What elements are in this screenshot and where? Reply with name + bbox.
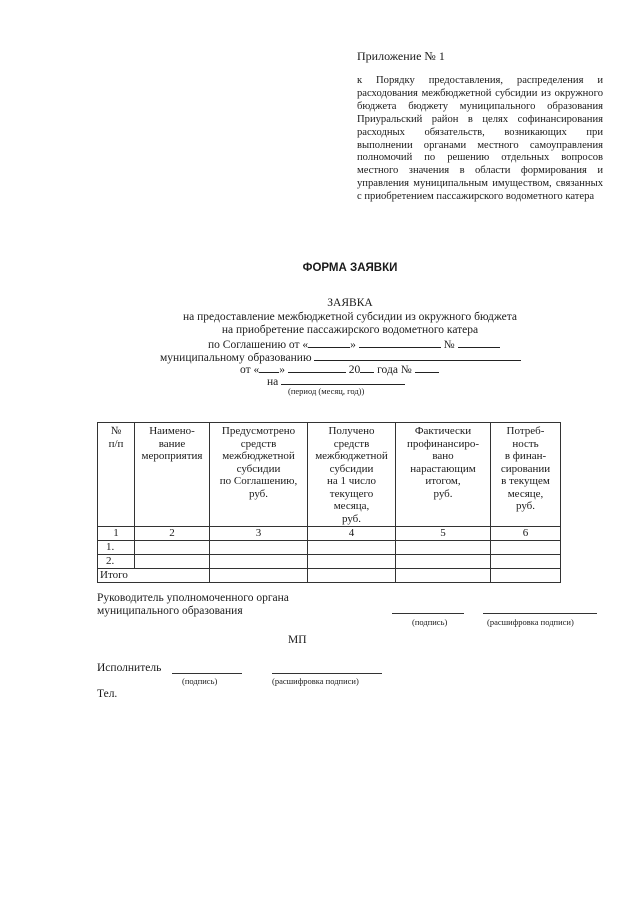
table-cell[interactable] <box>308 541 396 555</box>
head-line1: Руководитель уполномоченного органа <box>97 592 289 604</box>
column-header: Получено средств межбюджетной субсидии на 1 число текущего месяца, руб. <box>308 423 396 527</box>
column-header: № п/п <box>98 423 135 527</box>
total-label: Итого <box>98 569 210 583</box>
column-number: 4 <box>308 527 396 541</box>
head-decoding-caption: (расшифровка подписи) <box>487 617 574 627</box>
head-line2: муниципального образования <box>97 605 243 617</box>
column-header: Предусмотрено средств межбюджетной субсидии по Соглашению, руб. <box>210 423 308 527</box>
table-cell[interactable] <box>135 555 210 569</box>
column-number: 2 <box>135 527 210 541</box>
period-caption: (период (месяц, год)) <box>288 386 365 396</box>
date-prefix: от « <box>240 364 260 376</box>
agreement-number-field[interactable] <box>458 336 500 348</box>
agreement-prefix: по Соглашению от « <box>208 339 309 351</box>
head-decoding-field[interactable] <box>483 613 597 614</box>
executor-decoding-field[interactable] <box>272 673 382 674</box>
agreement-mid: » <box>350 339 356 351</box>
column-number: 6 <box>491 527 561 541</box>
executor-signature-caption: (подпись) <box>182 676 218 686</box>
year-field[interactable] <box>360 361 374 373</box>
municipality-field[interactable] <box>314 349 521 361</box>
phone-label: Тел. <box>97 688 118 700</box>
date-day-field[interactable] <box>259 361 279 373</box>
date-month-field[interactable] <box>288 361 346 373</box>
agreement-day-field[interactable] <box>308 336 350 348</box>
application-line1: на предоставление межбюджетной субсидии из окружного бюджета <box>183 311 517 323</box>
row-number: 1. <box>98 541 135 555</box>
period-prefix: на <box>267 376 279 388</box>
table-row <box>98 555 561 569</box>
column-header: Наимено- вание мероприятия <box>135 423 210 527</box>
total-row <box>98 569 561 583</box>
executor-decoding-caption: (расшифровка подписи) <box>272 676 359 686</box>
table-cell[interactable] <box>491 555 561 569</box>
table-cell[interactable] <box>308 569 396 583</box>
appendix-title: Приложение № 1 <box>357 49 445 63</box>
column-number: 3 <box>210 527 308 541</box>
date-number-field[interactable] <box>415 361 439 373</box>
column-header: Потреб- ность в финан- сировании в текущем месяце, руб. <box>491 423 561 527</box>
table-cell[interactable] <box>135 541 210 555</box>
appendix-text: к Порядку предоставления, распределения и расходования межбюджетной субсидии из окружного бюджета бюджету муниципального образования Приуральский район в целях софинансирования расходных обязательств, возникающих при выполнении органами местного самоуправления полномочий по решению отдельных вопросов местного значения в области формирования и управления муниципальным имуществом, связанных с приобретением пассажирского водометного катера <box>357 75 603 203</box>
period-field[interactable] <box>281 373 405 385</box>
stamp-label: МП <box>288 634 307 646</box>
table-cell[interactable] <box>396 555 491 569</box>
application-heading: ЗАЯВКА <box>327 297 373 309</box>
head-signature-field[interactable] <box>392 613 464 614</box>
column-number: 5 <box>396 527 491 541</box>
column-number: 1 <box>98 527 135 541</box>
table-cell[interactable] <box>396 541 491 555</box>
column-header: Фактически профинансиро- вано нарастающим итогом, руб. <box>396 423 491 527</box>
year-prefix: 20 <box>348 364 361 376</box>
table-cell[interactable] <box>308 555 396 569</box>
table-cell[interactable] <box>210 569 308 583</box>
head-signature-caption: (подпись) <box>412 617 448 627</box>
table-cell[interactable] <box>491 541 561 555</box>
table-cell[interactable] <box>396 569 491 583</box>
executor-signature-field[interactable] <box>172 673 242 674</box>
application-line2: на приобретение пассажирского водометного катера <box>221 324 479 336</box>
agreement-number-sign: № <box>443 339 455 351</box>
table-cell[interactable] <box>210 555 308 569</box>
municipality-label: муниципальному образованию <box>160 352 312 364</box>
date-mid: » <box>279 364 285 376</box>
table-cell[interactable] <box>210 541 308 555</box>
column-numbers-row <box>98 527 561 541</box>
application-table <box>97 422 561 583</box>
table-header-row <box>98 423 561 527</box>
table-row <box>98 541 561 555</box>
table-cell[interactable] <box>491 569 561 583</box>
executor-label: Исполнитель <box>97 662 162 674</box>
form-title: ФОРМА ЗАЯВКИ <box>302 262 398 274</box>
row-number: 2. <box>98 555 135 569</box>
year-suffix: года № <box>377 364 412 376</box>
agreement-month-field[interactable] <box>359 336 441 348</box>
